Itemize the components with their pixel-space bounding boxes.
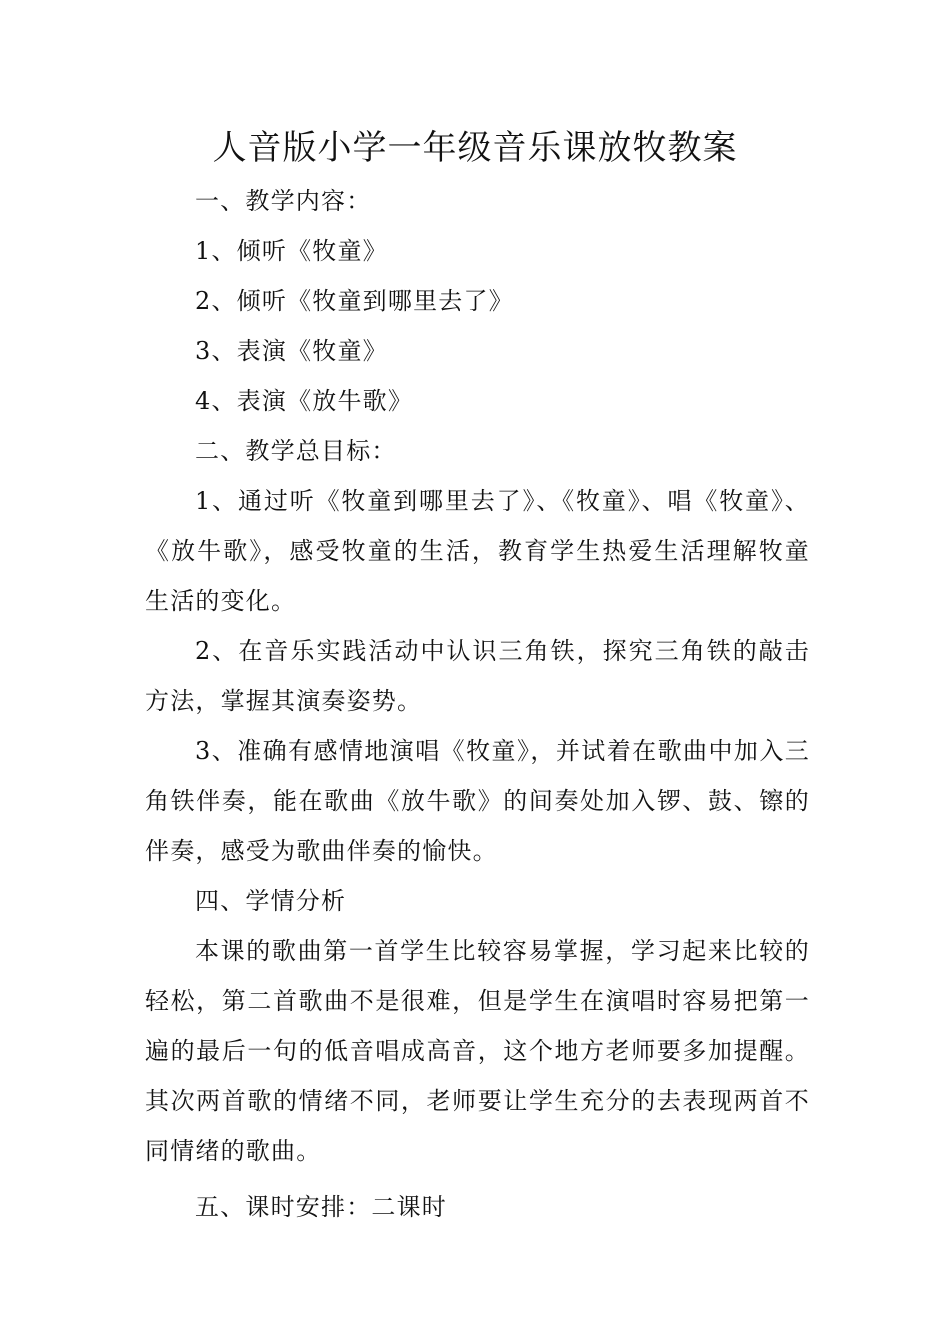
list-item: 1、倾听《牧童》: [195, 237, 388, 265]
section-heading-teaching-content: 一、教学内容：: [195, 187, 372, 215]
section-heading-class-schedule: 五、课时安排：二课时: [195, 1193, 447, 1221]
document-body: [145, 176, 810, 1232]
goal-paragraph: 1、通过听《牧童到哪里去了》、《牧童》、唱《牧童》、《放牛歌》，感受牧童的生活，教育学生热爱生活理解牧童生活的变化。: [145, 487, 810, 615]
goal-paragraph: 3、准确有感情地演唱《牧童》，并试着在歌曲中加入三角铁伴奏，能在歌曲《放牛歌》的间奏处加入锣、鼓、镲的伴奏，感受为歌曲伴奏的愉快。: [145, 737, 810, 865]
list-item: 2、倾听《牧童到哪里去了》: [195, 287, 514, 315]
section-heading-teaching-goals: 二、教学总目标：: [195, 437, 397, 465]
goal-paragraph: 2、在音乐实践活动中认识三角铁，探究三角铁的敲击方法，掌握其演奏姿势。: [145, 637, 810, 715]
analysis-paragraph: 本课的歌曲第一首学生比较容易掌握，学习起来比较的轻松，第二首歌曲不是很难，但是学生在演唱时容易把第一遍的最后一句的低音唱成高音，这个地方老师要多加提醒。其次两首歌的情绪不同，老师要让学生充分的去表现两首不同情绪的歌曲。: [145, 937, 810, 1165]
list-item: 3、表演《牧童》: [195, 337, 388, 365]
section-heading-student-analysis: 四、学情分析: [195, 887, 347, 915]
list-item: 4、表演《放牛歌》: [195, 387, 414, 415]
document-title: 人音版小学一年级音乐课放牧教案: [212, 128, 738, 168]
